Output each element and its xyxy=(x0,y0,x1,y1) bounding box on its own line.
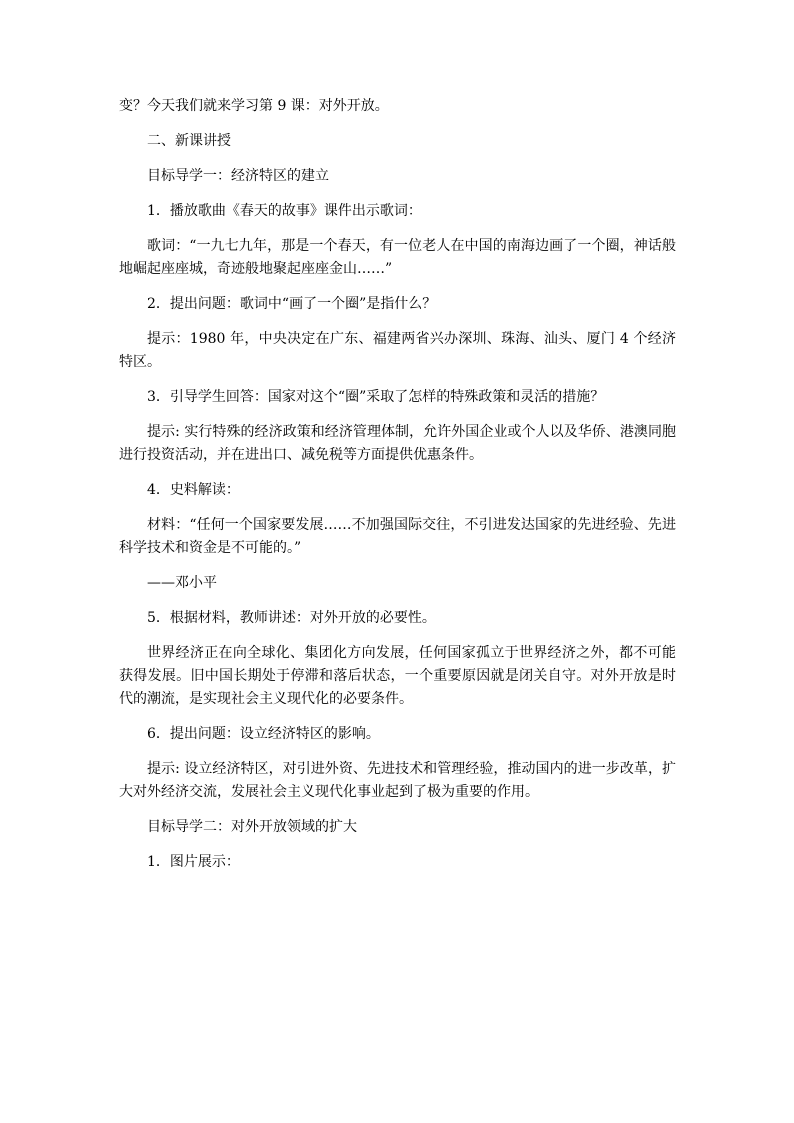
paragraph-intro-continuation: 变？今天我们就来学习第 9 课：对外开放。 xyxy=(119,98,389,114)
hint-paragraph-3: 提示: 设立经济特区，对引进外资、先进技术和管理经验，推动国内的进一步改革，扩大对外经济交流，发展社会主义现代化事业起到了极为重要的作用。 xyxy=(119,761,676,800)
step-6-question: 6．提出问题：设立经济特区的影响。 xyxy=(147,726,380,742)
step-2-question: 2．提出问题：歌词中“画了一个圈”是指什么？ xyxy=(147,296,437,312)
step-1-image-display: 1．图片展示： xyxy=(147,854,240,870)
hint-paragraph-1: 提示：1980 年，中央决定在广东、福建两省兴办深圳、珠海、汕头、厦门 4 个经济特区。 xyxy=(119,331,676,370)
step-1-play-song: 1．播放歌曲《春天的故事》课件出示歌词： xyxy=(147,203,422,219)
step-4-source-reading: 4．史料解读： xyxy=(147,482,240,498)
document-body xyxy=(119,95,676,886)
hint-paragraph-2: 提示: 实行特殊的经济政策和经济管理体制，允许外国企业或个人以及华侨、港澳同胞进行投资活动，并在进出口、减免税等方面提供优惠条件。 xyxy=(119,424,676,463)
step-3-guide-answer: 3．引导学生回答：国家对这个“圈”采取了怎样的特殊政策和灵活的措施？ xyxy=(147,389,605,405)
lyrics-paragraph: 歌词：“一九七九年，那是一个春天，有一位老人在中国的南海边画了一个圈，神话般地崛起座座城，奇迹般地聚起座座金山……” xyxy=(119,238,676,277)
section-heading-new-lesson: 二、新课讲授 xyxy=(147,133,231,149)
quote-material: 材料：“任何一个国家要发展……不加强国际交往，不引进发达国家的先进经验、先进科学技术和资金是不可能的。” xyxy=(119,517,676,556)
step-5-teacher-talk: 5．根据材料，教师讲述：对外开放的必要性。 xyxy=(147,610,436,626)
goal-heading-2: 目标导学二：对外开放领域的扩大 xyxy=(147,819,357,835)
goal-heading-1: 目标导学一：经济特区的建立 xyxy=(147,168,329,184)
explanation-paragraph: 世界经济正在向全球化、集团化方向发展，任何国家孤立于世界经济之外，都不可能获得发展。旧中国长期处于停滞和落后状态，一个重要原因就是闭关自守。对外开放是时代的潮流，是实现社会主义现代化的必要条件。 xyxy=(119,645,676,707)
quote-attribution: ——邓小平 xyxy=(147,575,217,591)
